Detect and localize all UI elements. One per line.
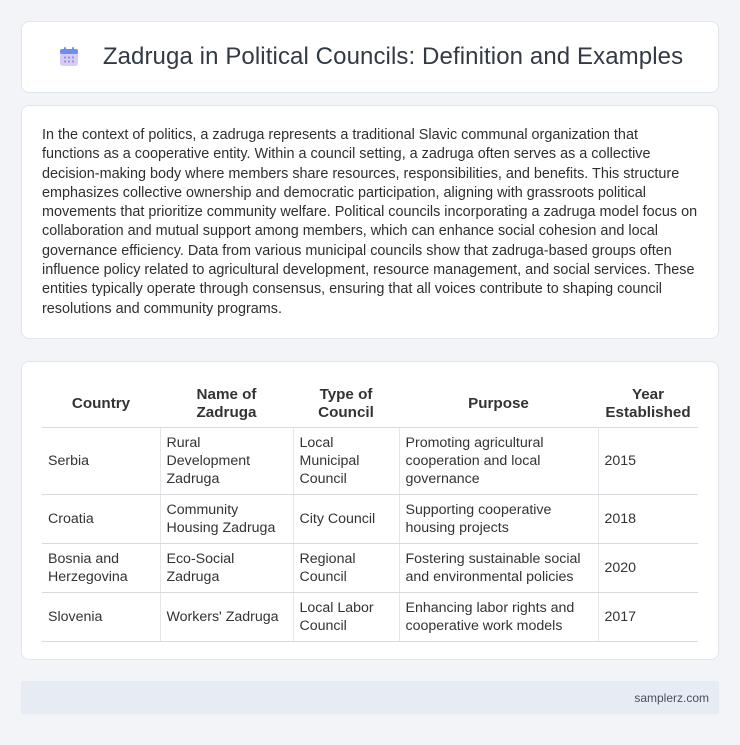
page-title: Zadruga in Political Councils: Definition and Examples bbox=[102, 43, 684, 70]
title-wrap bbox=[57, 43, 683, 71]
header-type: Type of Council bbox=[293, 385, 399, 427]
intro-card bbox=[21, 105, 719, 339]
cell-country: Serbia bbox=[42, 427, 160, 494]
title-card bbox=[21, 21, 719, 93]
cell-year: 2015 bbox=[598, 427, 698, 494]
cell-type: Regional Council bbox=[293, 543, 399, 592]
header-country: Country bbox=[42, 385, 160, 427]
footer-bar bbox=[21, 681, 719, 714]
intro-paragraph: In the context of politics, a zadruga represents a traditional Slavic communal organization that functions as a cooperative entity. Within a council setting, a zadruga often serves as a collective decision-making body where members share resources, responsibilities, and benefits. This structure emphasizes collective ownership and democratic participation, aligning with grassroots political movements that prioritize community welfare. Political councils incorporating a zadruga model focus on collaboration and mutual support among members, which can enhance social cohesion and local governance efficiency. Data from various municipal councils show that zadruga-based groups often influence policy related to agricultural development, resource management, and social services. These entities typically operate through consensus, ensuring that all voices contribute to shaping council resolutions and community programs. bbox=[42, 127, 698, 317]
table-row bbox=[42, 427, 698, 494]
cell-year: 2020 bbox=[598, 543, 698, 592]
cell-name: Rural Development Zadruga bbox=[160, 427, 293, 494]
cell-type: City Council bbox=[293, 494, 399, 543]
cell-name: Community Housing Zadruga bbox=[160, 494, 293, 543]
cell-country: Croatia bbox=[42, 494, 160, 543]
cell-country: Bosnia and Herzegovina bbox=[42, 543, 160, 592]
cell-purpose: Enhancing labor rights and cooperative work models bbox=[399, 592, 598, 641]
header-purpose: Purpose bbox=[399, 385, 598, 427]
cell-purpose: Supporting cooperative housing projects bbox=[399, 494, 598, 543]
header-year: Year Established bbox=[598, 385, 698, 427]
calendar-icon bbox=[57, 45, 81, 69]
table-header-row bbox=[42, 385, 698, 427]
table-row bbox=[42, 592, 698, 641]
cell-type: Local Labor Council bbox=[293, 592, 399, 641]
cell-year: 2017 bbox=[598, 592, 698, 641]
table-row bbox=[42, 494, 698, 543]
cell-name: Eco-Social Zadruga bbox=[160, 543, 293, 592]
header-name: Name of Zadruga bbox=[160, 385, 293, 427]
cell-type: Local Municipal Council bbox=[293, 427, 399, 494]
footer-site-link[interactable]: samplerz.com bbox=[634, 690, 709, 705]
cell-year: 2018 bbox=[598, 494, 698, 543]
zadruga-table bbox=[42, 385, 698, 642]
table-row bbox=[42, 543, 698, 592]
cell-name: Workers' Zadruga bbox=[160, 592, 293, 641]
cell-purpose: Fostering sustainable social and environmental policies bbox=[399, 543, 598, 592]
cell-country: Slovenia bbox=[42, 592, 160, 641]
cell-purpose: Promoting agricultural cooperation and local governance bbox=[399, 427, 598, 494]
table-card bbox=[21, 361, 719, 660]
